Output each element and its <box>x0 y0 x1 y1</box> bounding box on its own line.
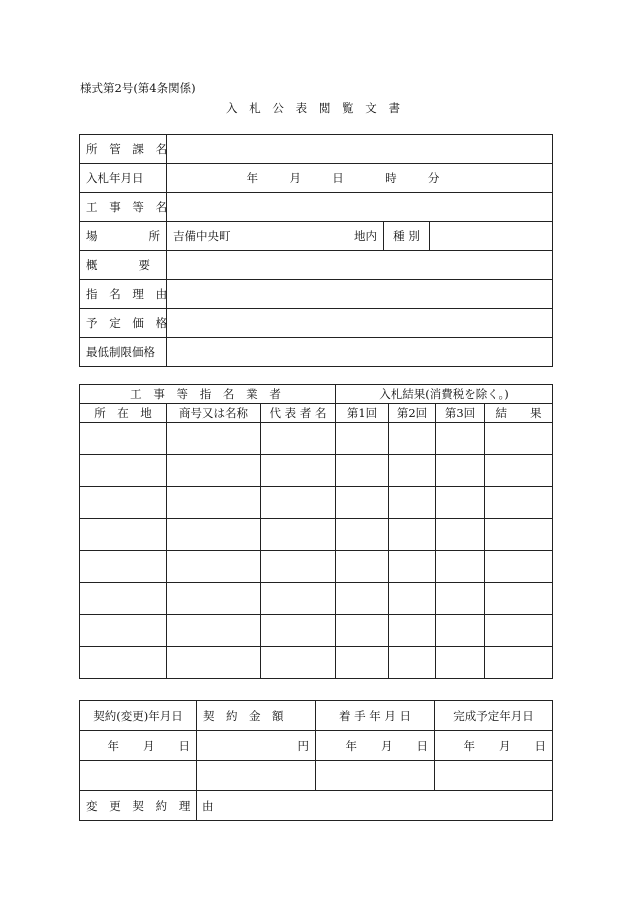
type-label: 種 別 <box>384 222 430 251</box>
contract-amount-value[interactable] <box>197 731 316 761</box>
minute-unit: 分 <box>427 171 440 185</box>
contract-date-label: 契約(変更)年月日 <box>80 701 197 731</box>
bidder-address-cell[interactable] <box>80 647 167 679</box>
day-unit: 日 <box>332 171 344 185</box>
work-name-label: 工 事 等 名 <box>80 193 167 222</box>
location-value[interactable] <box>167 222 384 251</box>
bidder-representative-cell[interactable] <box>261 423 336 455</box>
bidder-representative-cell[interactable] <box>261 519 336 551</box>
bidder-round-1-cell[interactable] <box>336 647 389 679</box>
form-number: 様式第2号(第4条関係) <box>80 81 196 95</box>
bidder-round-1-cell[interactable] <box>336 551 389 583</box>
change-reason-label: 変 更 契 約 理 由 <box>80 791 197 821</box>
col-address: 所 在 地 <box>80 404 167 423</box>
bidder-round-2-cell[interactable] <box>389 487 436 519</box>
column-header-row <box>80 404 553 423</box>
hour-unit: 時 <box>385 171 397 185</box>
bidder-round-2-cell[interactable] <box>389 583 436 615</box>
min-price-label: 最低制限価格 <box>80 338 167 367</box>
bidder-result-cell[interactable] <box>485 615 553 647</box>
completion-date-label: 完成予定年月日 <box>435 701 553 731</box>
bidder-representative-cell[interactable] <box>261 487 336 519</box>
completion-date-value[interactable]: 年 月 日 <box>435 731 553 761</box>
bidder-round-3-cell[interactable] <box>436 647 485 679</box>
reason-label: 指 名 理 由 <box>80 280 167 309</box>
planned-price-label: 予 定 価 格 <box>80 309 167 338</box>
type-value[interactable] <box>430 222 553 251</box>
bidder-result-cell[interactable] <box>485 455 553 487</box>
col-round-3: 第3回 <box>436 404 485 423</box>
bidder-result-cell[interactable] <box>485 487 553 519</box>
bidder-round-2-cell[interactable] <box>389 551 436 583</box>
section-value[interactable] <box>167 135 553 164</box>
bidder-round-1-cell[interactable] <box>336 487 389 519</box>
bidder-round-3-cell[interactable] <box>436 551 485 583</box>
bidder-representative-cell[interactable] <box>261 647 336 679</box>
bidder-result-cell[interactable] <box>485 647 553 679</box>
bidder-round-1-cell[interactable] <box>336 455 389 487</box>
col-representative: 代 表 者 名 <box>261 404 336 423</box>
bidder-round-3-cell[interactable] <box>436 583 485 615</box>
completion-date-change[interactable] <box>435 761 553 791</box>
bidder-company-name-cell[interactable] <box>167 519 261 551</box>
bidder-row <box>80 615 553 647</box>
bidder-row <box>80 423 553 455</box>
reason-value[interactable] <box>167 280 553 309</box>
bidder-address-cell[interactable] <box>80 423 167 455</box>
bidder-row <box>80 647 553 679</box>
outline-value[interactable] <box>167 251 553 280</box>
bidder-address-cell[interactable] <box>80 583 167 615</box>
bidder-round-1-cell[interactable] <box>336 583 389 615</box>
bidder-round-3-cell[interactable] <box>436 615 485 647</box>
bidder-address-cell[interactable] <box>80 551 167 583</box>
yen-unit: 円 <box>297 738 309 753</box>
bidder-round-2-cell[interactable] <box>389 615 436 647</box>
month-unit: 月 <box>289 171 301 185</box>
change-reason-value[interactable] <box>197 791 553 821</box>
location-suffix: 地内 <box>354 229 377 243</box>
outline-label: 概 要 <box>80 251 167 280</box>
bidder-result-cell[interactable] <box>485 583 553 615</box>
bidder-address-cell[interactable] <box>80 455 167 487</box>
bidder-row <box>80 455 553 487</box>
bidder-round-3-cell[interactable] <box>436 423 485 455</box>
bidder-round-1-cell[interactable] <box>336 423 389 455</box>
bid-result-header: 入札結果(消費税を除く。) <box>336 385 553 404</box>
contract-amount-change[interactable] <box>197 761 316 791</box>
bidder-round-2-cell[interactable] <box>389 423 436 455</box>
bidder-company-name-cell[interactable] <box>167 455 261 487</box>
bidder-address-cell[interactable] <box>80 519 167 551</box>
bidder-row <box>80 519 553 551</box>
bidder-result-cell[interactable] <box>485 551 553 583</box>
location-label: 場 所 <box>80 222 167 251</box>
year-unit: 年 <box>246 171 259 185</box>
bidder-round-3-cell[interactable] <box>436 487 485 519</box>
bid-date-value[interactable] <box>167 164 553 193</box>
bidder-round-3-cell[interactable] <box>436 455 485 487</box>
start-date-change[interactable] <box>316 761 435 791</box>
bidder-company-name-cell[interactable] <box>167 583 261 615</box>
bid-date-label: 入札年月日 <box>80 164 167 193</box>
section-label: 所 管 課 名 <box>80 135 167 164</box>
contract-table <box>79 700 553 821</box>
bidder-row <box>80 551 553 583</box>
contract-amount-label: 契 約 金 額 <box>197 701 316 731</box>
planned-price-value[interactable] <box>167 309 553 338</box>
min-price-value[interactable] <box>167 338 553 367</box>
bidder-company-name-cell[interactable] <box>167 647 261 679</box>
contract-date-value[interactable]: 年 月 日 <box>80 731 197 761</box>
info-table <box>79 134 553 367</box>
bidder-company-name-cell[interactable] <box>167 423 261 455</box>
designated-bidders-header: 工 事 等 指 名 業 者 <box>80 385 336 404</box>
bidder-round-2-cell[interactable] <box>389 647 436 679</box>
bidder-company-name-cell[interactable] <box>167 615 261 647</box>
bidder-round-2-cell[interactable] <box>389 519 436 551</box>
start-date-label: 着 手 年 月 日 <box>316 701 435 731</box>
col-round-2: 第2回 <box>389 404 436 423</box>
col-result: 結 果 <box>485 404 553 423</box>
bidder-round-3-cell[interactable] <box>436 519 485 551</box>
bidder-row <box>80 583 553 615</box>
bidder-address-cell[interactable] <box>80 487 167 519</box>
bidder-row <box>80 487 553 519</box>
bidder-address-cell[interactable] <box>80 615 167 647</box>
bidder-result-cell[interactable] <box>485 423 553 455</box>
bidder-company-name-cell[interactable] <box>167 487 261 519</box>
bidder-round-1-cell[interactable] <box>336 519 389 551</box>
contract-date-change[interactable] <box>80 761 197 791</box>
bidder-representative-cell[interactable] <box>261 583 336 615</box>
bidder-round-1-cell[interactable] <box>336 615 389 647</box>
bidder-representative-cell[interactable] <box>261 551 336 583</box>
work-name-value[interactable] <box>167 193 553 222</box>
start-date-value[interactable]: 年 月 日 <box>316 731 435 761</box>
bidders-table <box>79 384 553 679</box>
col-company-name: 商号又は名称 <box>167 404 261 423</box>
bidder-representative-cell[interactable] <box>261 615 336 647</box>
bidder-result-cell[interactable] <box>485 519 553 551</box>
document-title: 入 札 公 表 閲 覧 文 書 <box>226 101 404 115</box>
bidder-company-name-cell[interactable] <box>167 551 261 583</box>
col-round-1: 第1回 <box>336 404 389 423</box>
bidder-representative-cell[interactable] <box>261 455 336 487</box>
bidder-round-2-cell[interactable] <box>389 455 436 487</box>
location-town: 吉備中央町 <box>173 229 231 243</box>
